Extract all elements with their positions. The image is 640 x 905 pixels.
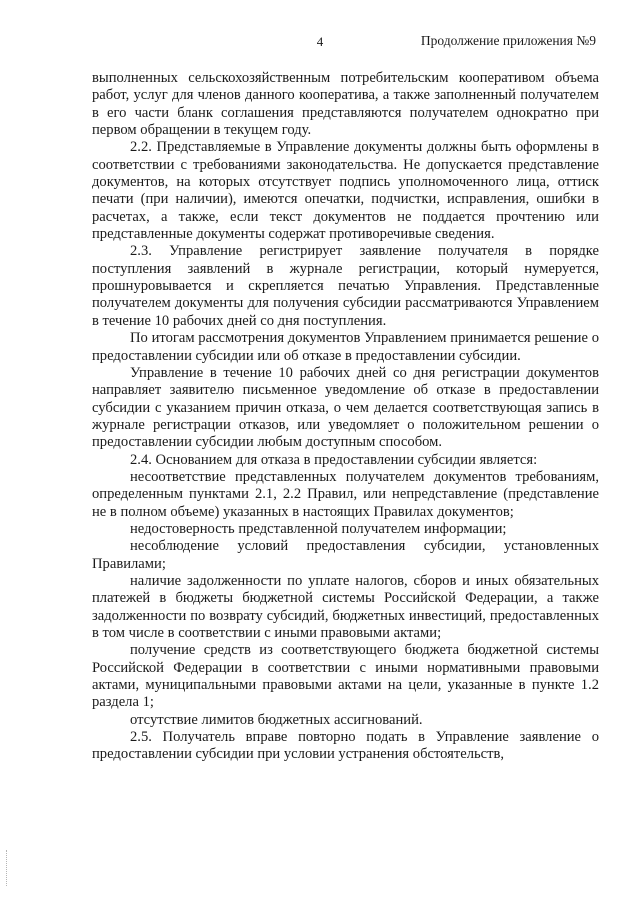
- list-item-debt: наличие задолженности по уплате налогов, сборов и иных обязательных платежей в бюджеты бюджетной системы Российской Федерации, а также задолженности по возврату субсидий, бюджетных инвестиций, предоставленных в том числе в соответствии с иными правовыми актами;: [92, 572, 599, 641]
- paragraph-2-2: 2.2. Представляемые в Управление документы должны быть оформлены в соответствии с требованиями законодательства. Не допускается представление документов, на которых отсутствует подпись уполномоченного лица, оттиск печати (при наличии), имеются опечатки, подчистки, исправления, ошибки в расчетах, а также, если текст документов не поддается прочтению или представленные документы содержат противоречивые сведения.: [92, 139, 599, 243]
- paragraph-2-4: 2.4. Основанием для отказа в предоставлении субсидии является:: [130, 451, 538, 468]
- paragraph-review-decision: По итогам рассмотрения документов Управлением принимается решение о предоставлении субсидии или об отказе в предоставлении субсидии.: [92, 330, 599, 364]
- document-body: [92, 70, 599, 764]
- list-item-noncompliance: несоблюдение условий предоставления субсидии, установленных Правилами;: [92, 538, 599, 572]
- list-item-other-funding: получение средств из соответствующего бюджета бюджетной системы Российской Федерации в соответствии с иными нормативными правовыми актами, муниципальными правовыми актами на цели, указанные в пункте 1.2 раздела 1;: [92, 642, 599, 711]
- appendix-continuation-note: Продолжение приложения №9: [420, 33, 596, 48]
- binding-margin-marks: [6, 850, 9, 886]
- paragraph-2-3: 2.3. Управление регистрирует заявление получателя в порядке поступления заявлений в журнале регистрации, который нумеруется, прошнуровывается и скрепляется печатью Управления. Представленные получателем документы для получения субсидии рассматриваются Управлением в течение 10 рабочих дней со дня поступления.: [92, 243, 599, 329]
- page-number: 4: [316, 34, 324, 49]
- paragraph-continuation: выполненных сельскохозяйственным потребительским кооперативом объема работ, услуг для членов данного кооператива, а также заполненный получателем в его части бланк соглашения представляются получателем однократно при первом обращении в текущем году.: [92, 70, 599, 139]
- list-item-nonconformity: несоответствие представленных получателем документов требованиям, определенным пунктами 2.1, 2.2 Правил, или непредставление (представление не в полном объеме) указанных в настоящих Правилах документов;: [92, 468, 599, 520]
- paragraph-2-5: 2.5. Получатель вправе повторно подать в Управление заявление о предоставлении субсидии при условии устранения обстоятельств,: [92, 729, 599, 763]
- list-item-no-limits: отсутствие лимитов бюджетных ассигнований.: [130, 711, 423, 728]
- list-item-inaccuracy: недостоверность представленной получателем информации;: [130, 520, 507, 537]
- paragraph-refusal-notice: Управление в течение 10 рабочих дней со дня регистрации документов направляет заявителю письменное уведомление об отказе в предоставлении субсидии с указанием причин отказа, о чем делается соответствующая запись в журнале регистрации отказов, или уведомляет о положительном решении о предоставлении субсидии любым доступным способом.: [92, 364, 599, 451]
